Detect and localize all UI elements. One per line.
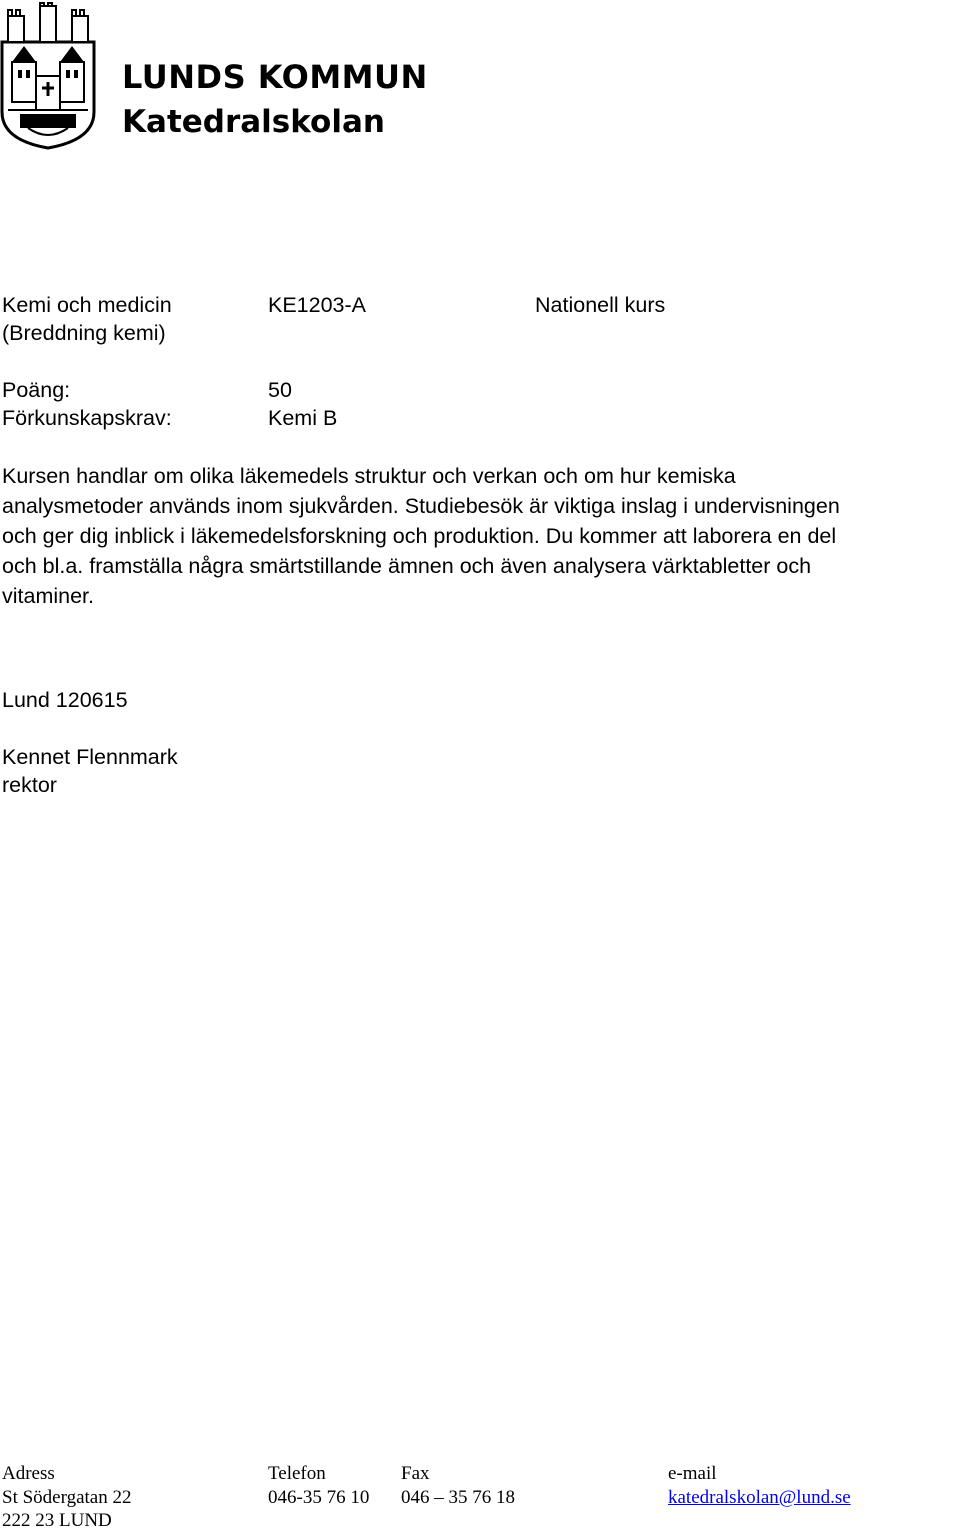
organization-name: LUNDS KOMMUN [122, 58, 428, 96]
signatory-name: Kennet Flennmark [2, 745, 178, 769]
footer-fax-label: Fax [401, 1463, 430, 1484]
prerequisite-value: Kemi B [268, 406, 338, 430]
description-line: och bl.a. framställa några smärtstillande ämnen och även analysera värktabletter och [2, 554, 812, 578]
course-type: Nationell kurs [535, 293, 666, 317]
footer-phone-value: 046-35 76 10 [268, 1487, 370, 1508]
description-line: vitaminer. [2, 584, 95, 608]
school-name: Katedralskolan [122, 104, 385, 140]
footer-address-line2: 222 23 LUND [2, 1510, 112, 1531]
place-date: Lund 120615 [2, 688, 128, 712]
course-code: KE1203-A [268, 293, 367, 317]
description-line: analysmetoder används inom sjukvården. Studiebesök är viktiga inslag i undervisningen [2, 494, 840, 518]
points-label: Poäng: [2, 378, 71, 402]
course-name-line2: (Breddning kemi) [2, 321, 166, 345]
footer-email-link[interactable]: katedralskolan@lund.se [668, 1487, 851, 1508]
footer-fax-value: 046 – 35 76 18 [401, 1487, 515, 1508]
description-line: och ger dig inblick i läkemedelsforskning och produktion. Du kommer att laborera en del [2, 524, 837, 548]
footer-address-line1: St Södergatan 22 [2, 1487, 132, 1508]
course-description [2, 461, 958, 611]
footer-address-label: Adress [2, 1463, 55, 1484]
description-line: Kursen handlar om olika läkemedels struktur och verkan och om hur kemiska [2, 464, 736, 488]
lund-coat-of-arms-icon [0, 2, 96, 150]
signatory-title: rektor [2, 773, 57, 797]
footer-email-label: e-mail [668, 1463, 717, 1484]
prerequisite-label: Förkunskapskrav: [2, 406, 172, 430]
footer-phone-label: Telefon [268, 1463, 326, 1484]
points-value: 50 [268, 378, 292, 402]
course-name-line1: Kemi och medicin [2, 293, 172, 317]
